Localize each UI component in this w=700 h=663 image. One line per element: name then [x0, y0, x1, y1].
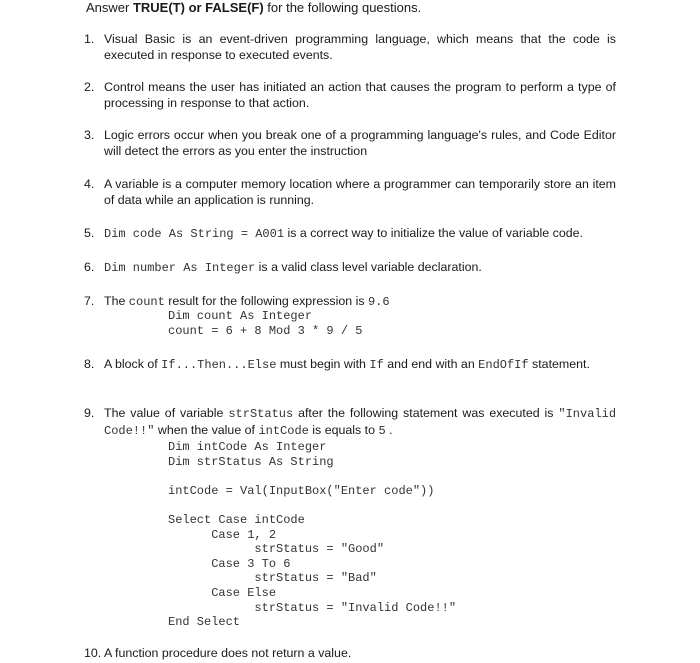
instructions-prefix: Answer: [86, 0, 133, 15]
code-line: strStatus = "Good": [168, 542, 385, 557]
question-text: must begin with: [276, 357, 370, 371]
question-6: [84, 259, 616, 276]
question-5: [84, 225, 616, 242]
question-text: A variable is a computer memory location where a programmer can temporarily store an item of data while an application is running.: [104, 177, 616, 207]
question-text-6: [104, 259, 616, 276]
code-line: strStatus = "Invalid Code!!": [168, 600, 457, 615]
question-number: 6.: [84, 260, 95, 274]
question-text: The value of variable: [104, 406, 229, 420]
inline-code: strStatus: [228, 407, 294, 421]
question-text: is a correct way to initialize the value of variable code.: [284, 226, 583, 240]
question-text-8: [104, 356, 616, 373]
code-line: strStatus = "Bad": [168, 571, 377, 586]
question-number: 9.: [84, 406, 95, 420]
question-number: 2.: [84, 80, 95, 94]
instructions-bold: TRUE(T) or FALSE(F): [132, 0, 264, 15]
question-text: and end with an: [383, 357, 479, 371]
question-text-5: [104, 225, 616, 242]
question-text: result for the following expression is: [164, 294, 368, 308]
inline-code: Dim number As Integer: [104, 261, 256, 275]
question-4: [84, 176, 616, 208]
code-line: Dim intCode As Integer: [168, 440, 327, 454]
question-number: 10.: [84, 646, 102, 660]
question-text-9: [104, 405, 616, 439]
code-line: count = 6 + 8 Mod 3 * 9 / 5: [168, 323, 363, 338]
instructions-header: [86, 0, 421, 16]
code-line: Case 1, 2: [168, 527, 277, 542]
code-line: [168, 498, 456, 513]
code-line: Case Else: [168, 585, 277, 600]
inline-code: count: [128, 295, 165, 309]
question-3: [84, 127, 616, 159]
inline-code: Dim code As String = A001: [104, 227, 285, 241]
question-7: [84, 293, 616, 310]
question-number: 1.: [84, 32, 95, 46]
question-number: 3.: [84, 128, 95, 142]
inline-code: 9.6: [367, 295, 390, 309]
code-line: Dim count As Integer: [168, 309, 313, 323]
code-block-q9: [168, 440, 456, 630]
question-text: is equals to: [308, 423, 379, 437]
question-text: Logic errors occur when you break one of a programming language's rules, and Code Editor will detect the errors as you enter the instruction: [104, 128, 616, 158]
question-number: 7.: [84, 294, 95, 308]
inline-code: If: [369, 358, 384, 372]
code-line: Select Case intCode: [168, 512, 305, 527]
inline-code: EndOfIf: [478, 358, 529, 372]
code-block-q7: [168, 309, 362, 338]
question-number: 4.: [84, 177, 95, 191]
question-8: [84, 356, 616, 373]
inline-code: "Invalid Code!!": [104, 407, 617, 438]
question-number: 8.: [84, 357, 95, 371]
question-text: A function procedure does not return a value.: [104, 646, 352, 660]
instructions-suffix: for the following questions.: [263, 0, 422, 15]
code-line: Case 3 To 6: [168, 556, 291, 571]
inline-code: intCode: [258, 424, 309, 438]
question-number: 5.: [84, 226, 95, 240]
inline-code: If...Then...Else: [161, 358, 277, 372]
inline-code: 5: [378, 424, 386, 438]
question-text: A block of: [104, 357, 162, 371]
question-1: [84, 31, 616, 63]
question-9: [84, 405, 616, 439]
code-line: Dim strStatus As String: [168, 454, 334, 469]
question-text: is a valid class level variable declaration.: [255, 260, 482, 274]
code-line: intCode = Val(InputBox("Enter code")): [168, 483, 435, 498]
code-line: [168, 469, 456, 484]
question-text: .: [385, 423, 393, 437]
question-text-7: [104, 293, 616, 310]
question-text: Visual Basic is an event-driven programming language, which means that the code is executed in response to executed events.: [104, 32, 616, 62]
question-text: Control means the user has initiated an action that causes the program to perform a type of processing in response to that action.: [104, 80, 616, 110]
question-text: The: [104, 294, 129, 308]
question-text: statement.: [528, 357, 590, 371]
question-10: [84, 645, 351, 661]
question-2: [84, 79, 616, 111]
code-line: End Select: [168, 615, 241, 630]
question-text: when the value of: [154, 423, 259, 437]
question-text: after the following statement was executed is: [293, 406, 559, 420]
